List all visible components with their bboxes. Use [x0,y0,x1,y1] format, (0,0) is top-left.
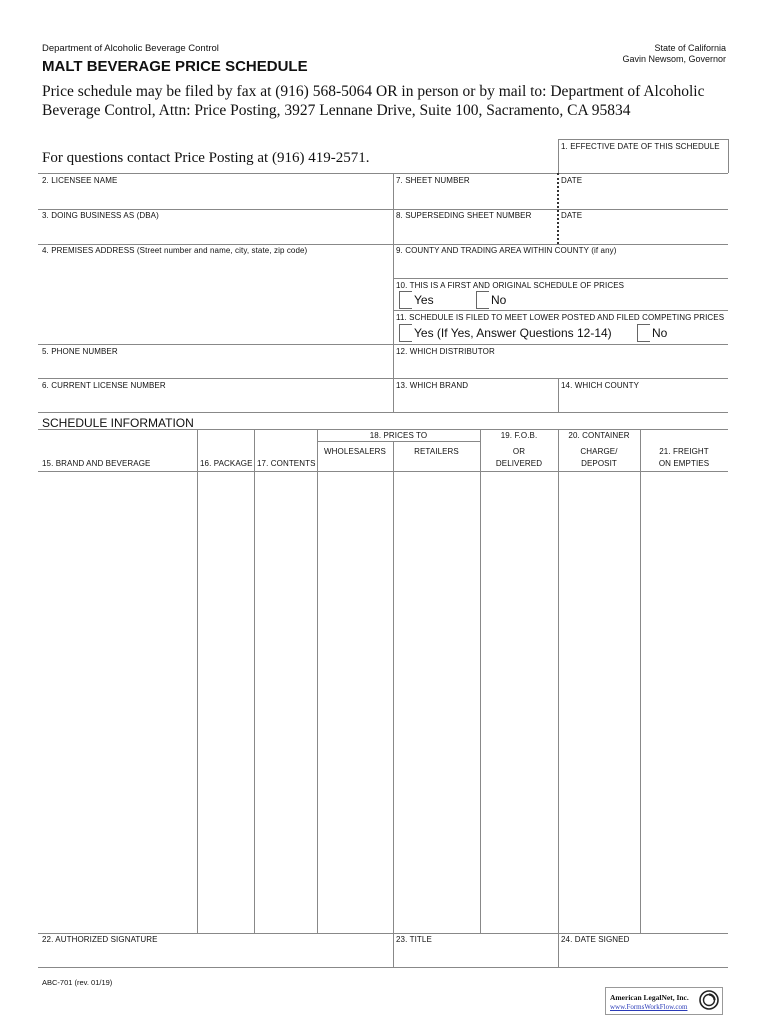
col-brand-beverage: 15. BRAND AND BEVERAGE [42,459,151,468]
col-wholesalers: WHOLESALERS [323,447,386,456]
county-trading-area-field[interactable]: 9. COUNTY AND TRADING AREA WITHIN COUNTY (if any) [396,246,617,255]
publisher-badge [605,987,723,1015]
first-schedule-question: 10. THIS IS A FIRST AND ORIGINAL SCHEDULE OF PRICES [396,281,625,290]
phone-number-field[interactable]: 5. PHONE NUMBER [42,347,118,356]
col-container-deposit: DEPOSIT [581,459,617,468]
form-title: MALT BEVERAGE PRICE SCHEDULE [42,58,308,75]
department-name: Department of Alcoholic Beverage Control [42,43,219,54]
col-retailers: RETAILERS [414,447,459,456]
first-schedule-yes-checkbox[interactable] [399,291,412,309]
col-fob-delivered: DELIVERED [495,459,543,468]
schedule-heading: SCHEDULE INFORMATION [42,416,194,430]
col-container: 20. CONTAINER [568,431,630,440]
col-contents: 17. CONTENTS [257,459,316,468]
publisher-name: American LegalNet, Inc. [610,993,689,1002]
governor-label: Gavin Newsom, Governor [622,54,726,64]
signer-title-field[interactable]: 23. TITLE [396,935,432,944]
col-freight: 21. FREIGHT [659,447,709,456]
schedule-entry-area[interactable] [39,472,727,933]
col-prices-to: 18. PRICES TO [369,431,428,440]
competing-prices-no-label: No [652,326,668,340]
which-brand-field[interactable]: 13. WHICH BRAND [396,381,469,390]
which-county-field[interactable]: 14. WHICH COUNTY [561,381,640,390]
col-fob: 19. F.O.B. [500,431,538,440]
first-schedule-no-label: No [491,293,507,307]
publisher-website[interactable]: www.FormsWorkFlow.com [610,1003,688,1011]
col-container-charge: CHARGE/ [580,447,618,456]
superseding-date-field[interactable]: DATE [561,211,583,220]
premises-address-field[interactable]: 4. PREMISES ADDRESS (Street number and name, city, state, zip code) [42,246,308,255]
questions-contact: For questions contact Price Posting at (916) 419-2571. [42,150,370,166]
date-signed-field[interactable]: 24. DATE SIGNED [561,935,630,944]
which-distributor-field[interactable]: 12. WHICH DISTRIBUTOR [396,347,495,356]
col-fob-or: OR [512,447,526,456]
competing-prices-yes-label: Yes (If Yes, Answer Questions 12-14) [414,326,612,340]
first-schedule-yes-label: Yes [414,293,434,307]
competing-prices-question: 11. SCHEDULE IS FILED TO MEET LOWER POSTED AND FILED COMPETING PRICES [396,313,725,322]
licensee-name-field[interactable]: 2. LICENSEE NAME [42,176,118,185]
form-id: ABC-701 (rev. 01/19) [42,978,113,987]
state-label: State of California [654,43,726,53]
authorized-signature-field[interactable]: 22. AUTHORIZED SIGNATURE [42,935,158,944]
first-schedule-no-checkbox[interactable] [476,291,489,309]
sheet-date-field[interactable]: DATE [561,176,583,185]
dba-field[interactable]: 3. DOING BUSINESS AS (DBA) [42,211,159,220]
sheet-number-field[interactable]: 7. SHEET NUMBER [396,176,470,185]
col-freight-empties: ON EMPTIES [658,459,710,468]
superseding-sheet-field[interactable]: 8. SUPERSEDING SHEET NUMBER [396,211,532,220]
competing-prices-yes-checkbox[interactable] [399,324,412,342]
col-package: 16. PACKAGE [200,459,253,468]
effective-date-field[interactable]: 1. EFFECTIVE DATE OF THIS SCHEDULE [561,142,720,151]
publisher-logo-icon [699,990,719,1010]
competing-prices-no-checkbox[interactable] [637,324,650,342]
filing-instructions: Price schedule may be filed by fax at (916) 568-5064 OR in person or by mail to: Department of Alcoholic Beverage Control, Attn: Price Posting, 3927 Lennane Drive, Suite 100, Sacramento, CA 95834 [42,83,705,119]
license-number-field[interactable]: 6. CURRENT LICENSE NUMBER [42,381,166,390]
